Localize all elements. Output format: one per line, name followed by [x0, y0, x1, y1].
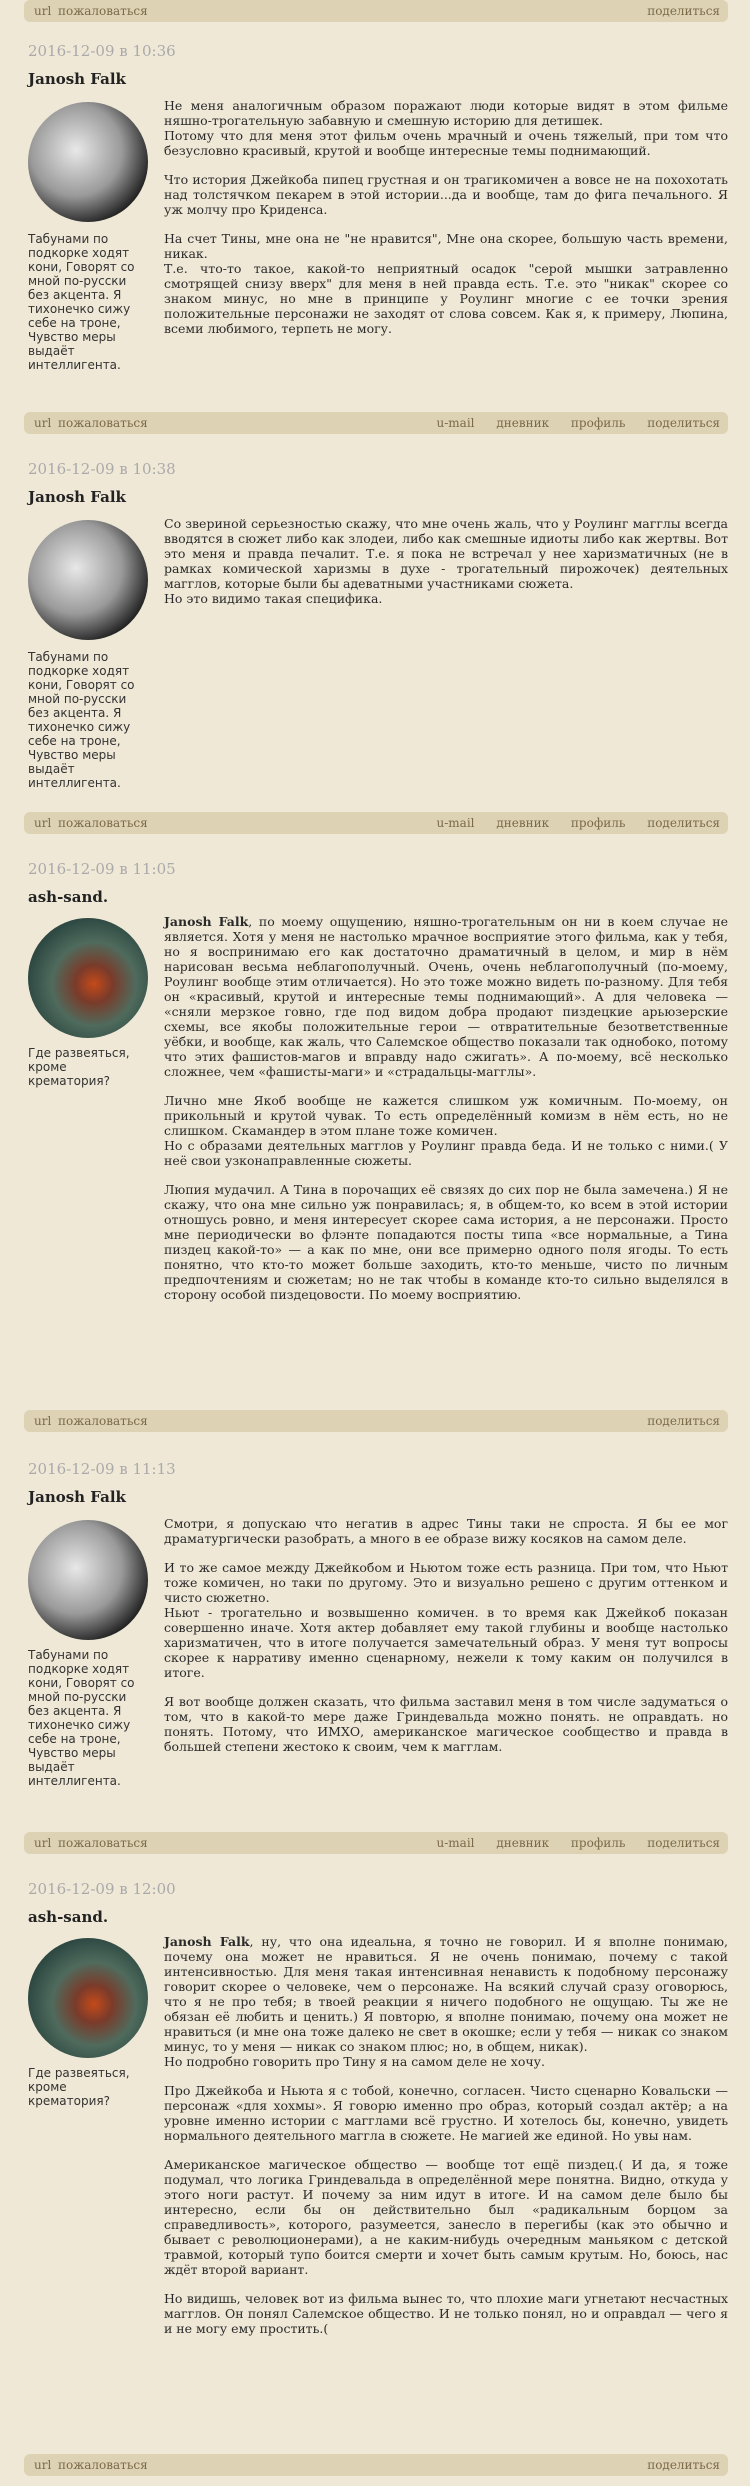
comment-author[interactable]: ash-sand. [28, 888, 109, 906]
comment-author[interactable]: Janosh Falk [28, 1488, 126, 1506]
comment-paragraph-text: , по моему ощущению, няшно-трогательным он ни в коем случае не является. Хотя у меня не настолько мрачное восприятие этого фильма, как у тебя, но я воспринимаю его как достаточно драматичный в целом, и мир в нём нарисован весьма неблагополучный. Очень, очень неблагополучный (по-моему, Роулинг вообще этим отличается). Но это тоже можно видеть по-разному. Для тебя он «красивый, крутой и интересные темы поднимающий». А для человека — «сняли мерзкое говно, где под видом добра продают пиздецкие арьюзерские схемы, все якобы положительные герои — отвратительные безответственные уёбки, и вообще, как жаль, что Салемское общество показали так однобоко, потому что этих фашистов-магов и вправду надо сжигать». А по-моему, всё несколько сложнее, чем «фашисты-маги» и «страдальцы-магглы». [164, 914, 728, 1079]
url-link[interactable]: url [34, 416, 52, 430]
author-signature: Где развеяться, кроме крематория? [28, 1046, 130, 1088]
avatar[interactable] [28, 918, 148, 1038]
reply-to-name[interactable]: Janosh Falk [164, 914, 249, 929]
profile-link[interactable]: профиль [570, 416, 626, 430]
avatar[interactable] [28, 1938, 148, 2058]
comment-actions-bar [24, 2454, 728, 2476]
comment-date: 2016-12-09 в 11:05 [28, 860, 176, 878]
complain-link[interactable]: пожаловаться [58, 1836, 148, 1850]
url-link[interactable]: url [34, 2458, 52, 2472]
comment-date: 2016-12-09 в 10:36 [28, 42, 176, 60]
comment-paragraph: Я вот вообще должен сказать, что фильма заставил меня в том числе задуматься о том, что в какой-то мере даже Гриндевальда можно понять. не оправдать. но понять. Потому, что ИМХО, американское магическое сообщество и правда в большей степени жестоко к своим, чем к магглам. [164, 1694, 728, 1754]
diary-link[interactable]: дневник [496, 816, 550, 830]
diary-link[interactable]: дневник [496, 1836, 550, 1850]
comment-text [164, 1516, 728, 1768]
comment-paragraph: Смотри, я допускаю что негатив в адрес Тины таки не спроста. Я бы ее мог драматургически разобрать, а много в ее образе вижу косяков на самом деле. [164, 1516, 728, 1546]
comment-date: 2016-12-09 в 12:00 [28, 1880, 176, 1898]
complain-link[interactable]: пожаловаться [58, 1414, 148, 1428]
avatar[interactable] [28, 1520, 148, 1640]
umail-link[interactable]: u-mail [436, 416, 475, 430]
comment-paragraph: Что история Джейкоба пипец грустная и он трагикомичен а вовсе не на похохотать над толстячком пекарем в этой истории...да и вообще, там до фига печального. Я уж молчу про Криденса. [164, 172, 728, 217]
comment-paragraph: Но видишь, человек вот из фильма вынес то, что плохие маги угнетают несчастных магглов. Он понял Салемское общество. И не только понял, но и оправдал — чего я и не могу ему простить.( [164, 2291, 728, 2336]
comment-date: 2016-12-09 в 11:13 [28, 1460, 176, 1478]
comment-paragraph [164, 1934, 728, 2069]
share-link[interactable]: поделиться [647, 416, 720, 430]
share-link[interactable]: поделиться [647, 4, 720, 18]
comment-paragraph: Со звериной серьезностью скажу, что мне очень жаль, что у Роулинг магглы всегда вводятся в сюжет либо как злодеи, либо как смешные идиоты либо как жертвы. Вот это меня и правда печалит. Т.е. я пока не встречал у нее харизматичных (не в рамках комической харизмы в духе - трогательный пирожочек) деятельных магглов, которые были бы адеватными участниками сюжета. Но это видимо такая специфика. [164, 516, 728, 606]
author-signature: Табунами по подкорке ходят кони, Говорят со мной по-русски без акцента. Я тихонечко сижу себе на троне, Чувство меры выдаёт интеллигента. [28, 1648, 135, 1788]
comment-date: 2016-12-09 в 10:38 [28, 460, 176, 478]
comment-author[interactable]: Janosh Falk [28, 70, 126, 88]
author-signature: Табунами по подкорке ходят кони, Говорят со мной по-русски без акцента. Я тихонечко сижу себе на троне, Чувство меры выдаёт интеллигента. [28, 232, 135, 372]
complain-link[interactable]: пожаловаться [58, 4, 148, 18]
comment-author[interactable]: Janosh Falk [28, 488, 126, 506]
comment-actions-bar [24, 0, 728, 22]
share-link[interactable]: поделиться [647, 816, 720, 830]
umail-link[interactable]: u-mail [436, 1836, 475, 1850]
share-link[interactable]: поделиться [647, 1836, 720, 1850]
comment-paragraph: На счет Тины, мне она не "не нравится", Мне она скорее, большую часть времени, никак. Т.е. что-то такое, какой-то неприятный осадок "серой мышки затравленно смотрящей снизу вверх" для меня в ней правда есть. Т.е. это "никак" скорее со знаком минус, но мне в принципе у Роулинг многие с ее точки зрения положительные персонажи не заходят от слова совсем. Как я, к примеру, Люпина, всеми любимого, терпеть не могу. [164, 231, 728, 336]
share-link[interactable]: поделиться [647, 2458, 720, 2472]
umail-link[interactable]: u-mail [436, 816, 475, 830]
comment-actions-bar [24, 1410, 728, 1432]
comment-paragraph: Люпия мудачил. А Тина в порочащих её связях до сих пор не была замечена.) Я не скажу, что она мне сильно уж понравилась; я, в общем-то, ко всем в этой истории отношусь ровно, и меня интересует скорее сама история, а не персонажи. Просто мне периодически во флэнте попадаются посты типа «все нормальные, а Тина пиздец какой-то» — а как по мне, они все примерно одного поля ягоды. То есть понятно, что кто-то может больше заходить, кто-то меньше, чисто по личным предпочтениям и сюжетам; но не так чтобы в команде кто-то сильно выделялся в сторону особой пиздецовости. По моему восприятию. [164, 1182, 728, 1302]
comment-paragraph [164, 914, 728, 1079]
reply-to-name[interactable]: Janosh Falk [164, 1934, 250, 1949]
diary-link[interactable]: дневник [496, 416, 550, 430]
comment-actions-bar [24, 412, 728, 434]
url-link[interactable]: url [34, 816, 52, 830]
comment-actions-bar [24, 1832, 728, 1854]
comment-paragraph: Про Джейкоба и Ньюта я с тобой, конечно, согласен. Чисто сценарно Ковальски — персонаж «для хохмы». Я говорю именно про образ, который создал актёр; а на уровне именно истории с магглами всё грустно. И хотелось бы, конечно, увидеть нормального деятельного маггла в сюжете. Не магией же единой. Но увы нам. [164, 2083, 728, 2143]
share-link[interactable]: поделиться [647, 1414, 720, 1428]
comment-author[interactable]: ash-sand. [28, 1908, 109, 1926]
comment-paragraph: И то же самое между Джейкобом и Ньютом тоже есть разница. При том, что Ньют тоже комичен, но таки по другому. Это и визуально решено с другим оттенком и чисто сюжетно. Ньют - трогательно и возвышенно комичен. в то время как Джейкоб показан совершенно иначе. Хотя актер добавляет ему такой глубины и вообще настолько харизматичен, что в итоге получается замечательный образ. У меня тут вопросы скорее к нарративу именно сценарному, нежели к тому каким он получился в итоге. [164, 1560, 728, 1680]
comment-text [164, 914, 728, 1316]
comment-text [164, 516, 728, 620]
avatar[interactable] [28, 520, 148, 640]
complain-link[interactable]: пожаловаться [58, 2458, 148, 2472]
comment-paragraph-text: , ну, что она идеальна, я точно не говорил. И я вполне понимаю, почему она может не нравиться. Я не очень понимаю, почему с такой интенсивностью. Для меня такая интенсивная ненависть к подобному персонажу говорит скорее о человеке, чем о персонаже. На всякий случай сразу оговорюсь, что я не про тебя; в твоей реакции я ничего подобного не ощущаю. Ты же не обязан её любить и ценить.) Я повторю, я вполне понимаю, почему она может не нравиться (и мне она тоже далеко не свет в окошке; если у тебя — никак со знаком минус, то у меня — никак со знаком плюс; но, в общем, никак). Но подробно говорить про Тину я на самом деле не хочу. [164, 1934, 729, 2069]
comment-paragraph: Не меня аналогичным образом поражают люди которые видят в этом фильме няшно-трогательную забавную и смешную историю для детишек. Потому что для меня этот фильм очень мрачный и очень тяжелый, при том что безусловно красивый, крутой и вообще интересные темы поднимающий. [164, 98, 728, 158]
author-signature: Где развеяться, кроме крематория? [28, 2066, 130, 2108]
comment-actions-bar [24, 812, 728, 834]
complain-link[interactable]: пожаловаться [58, 816, 148, 830]
profile-link[interactable]: профиль [570, 816, 626, 830]
author-signature: Табунами по подкорке ходят кони, Говорят со мной по-русски без акцента. Я тихонечко сижу себе на троне, Чувство меры выдаёт интеллигента. [28, 650, 135, 790]
url-link[interactable]: url [34, 1836, 52, 1850]
comment-paragraph: Американское магическое общество — вообще тот ещё пиздец.( И да, я тоже подумал, что логика Гриндевальда в определённой мере понятна. Видно, откуда у этого ноги растут. И почему за ним идут в итоге. И на самом деле было бы интересно, если бы он действительно был «радикальным борцом за справедливость», которого, разумеется, занесло в перегибы (как это обычно и бывает с революционерами), а не каким-нибудь очередным маньяком с детской травмой, который тупо боится смерти и хочет быть самым крутым. Но, боюсь, нас ждёт второй вариант. [164, 2157, 728, 2277]
url-link[interactable]: url [34, 1414, 52, 1428]
comment-text [164, 98, 728, 350]
comment-text [164, 1934, 728, 2350]
url-link[interactable]: url [34, 4, 52, 18]
avatar[interactable] [28, 102, 148, 222]
profile-link[interactable]: профиль [570, 1836, 626, 1850]
complain-link[interactable]: пожаловаться [58, 416, 148, 430]
comment-paragraph: Лично мне Якоб вообще не кажется слишком уж комичным. По-моему, он прикольный и крутой чувак. То есть определённый комизм в нём есть, но не слишком. Скамандер в этом плане тоже комичен. Но с образами деятельных магглов у Роулинг правда беда. И не только с ними.( У неё свои узконаправленные сюжеты. [164, 1093, 728, 1168]
